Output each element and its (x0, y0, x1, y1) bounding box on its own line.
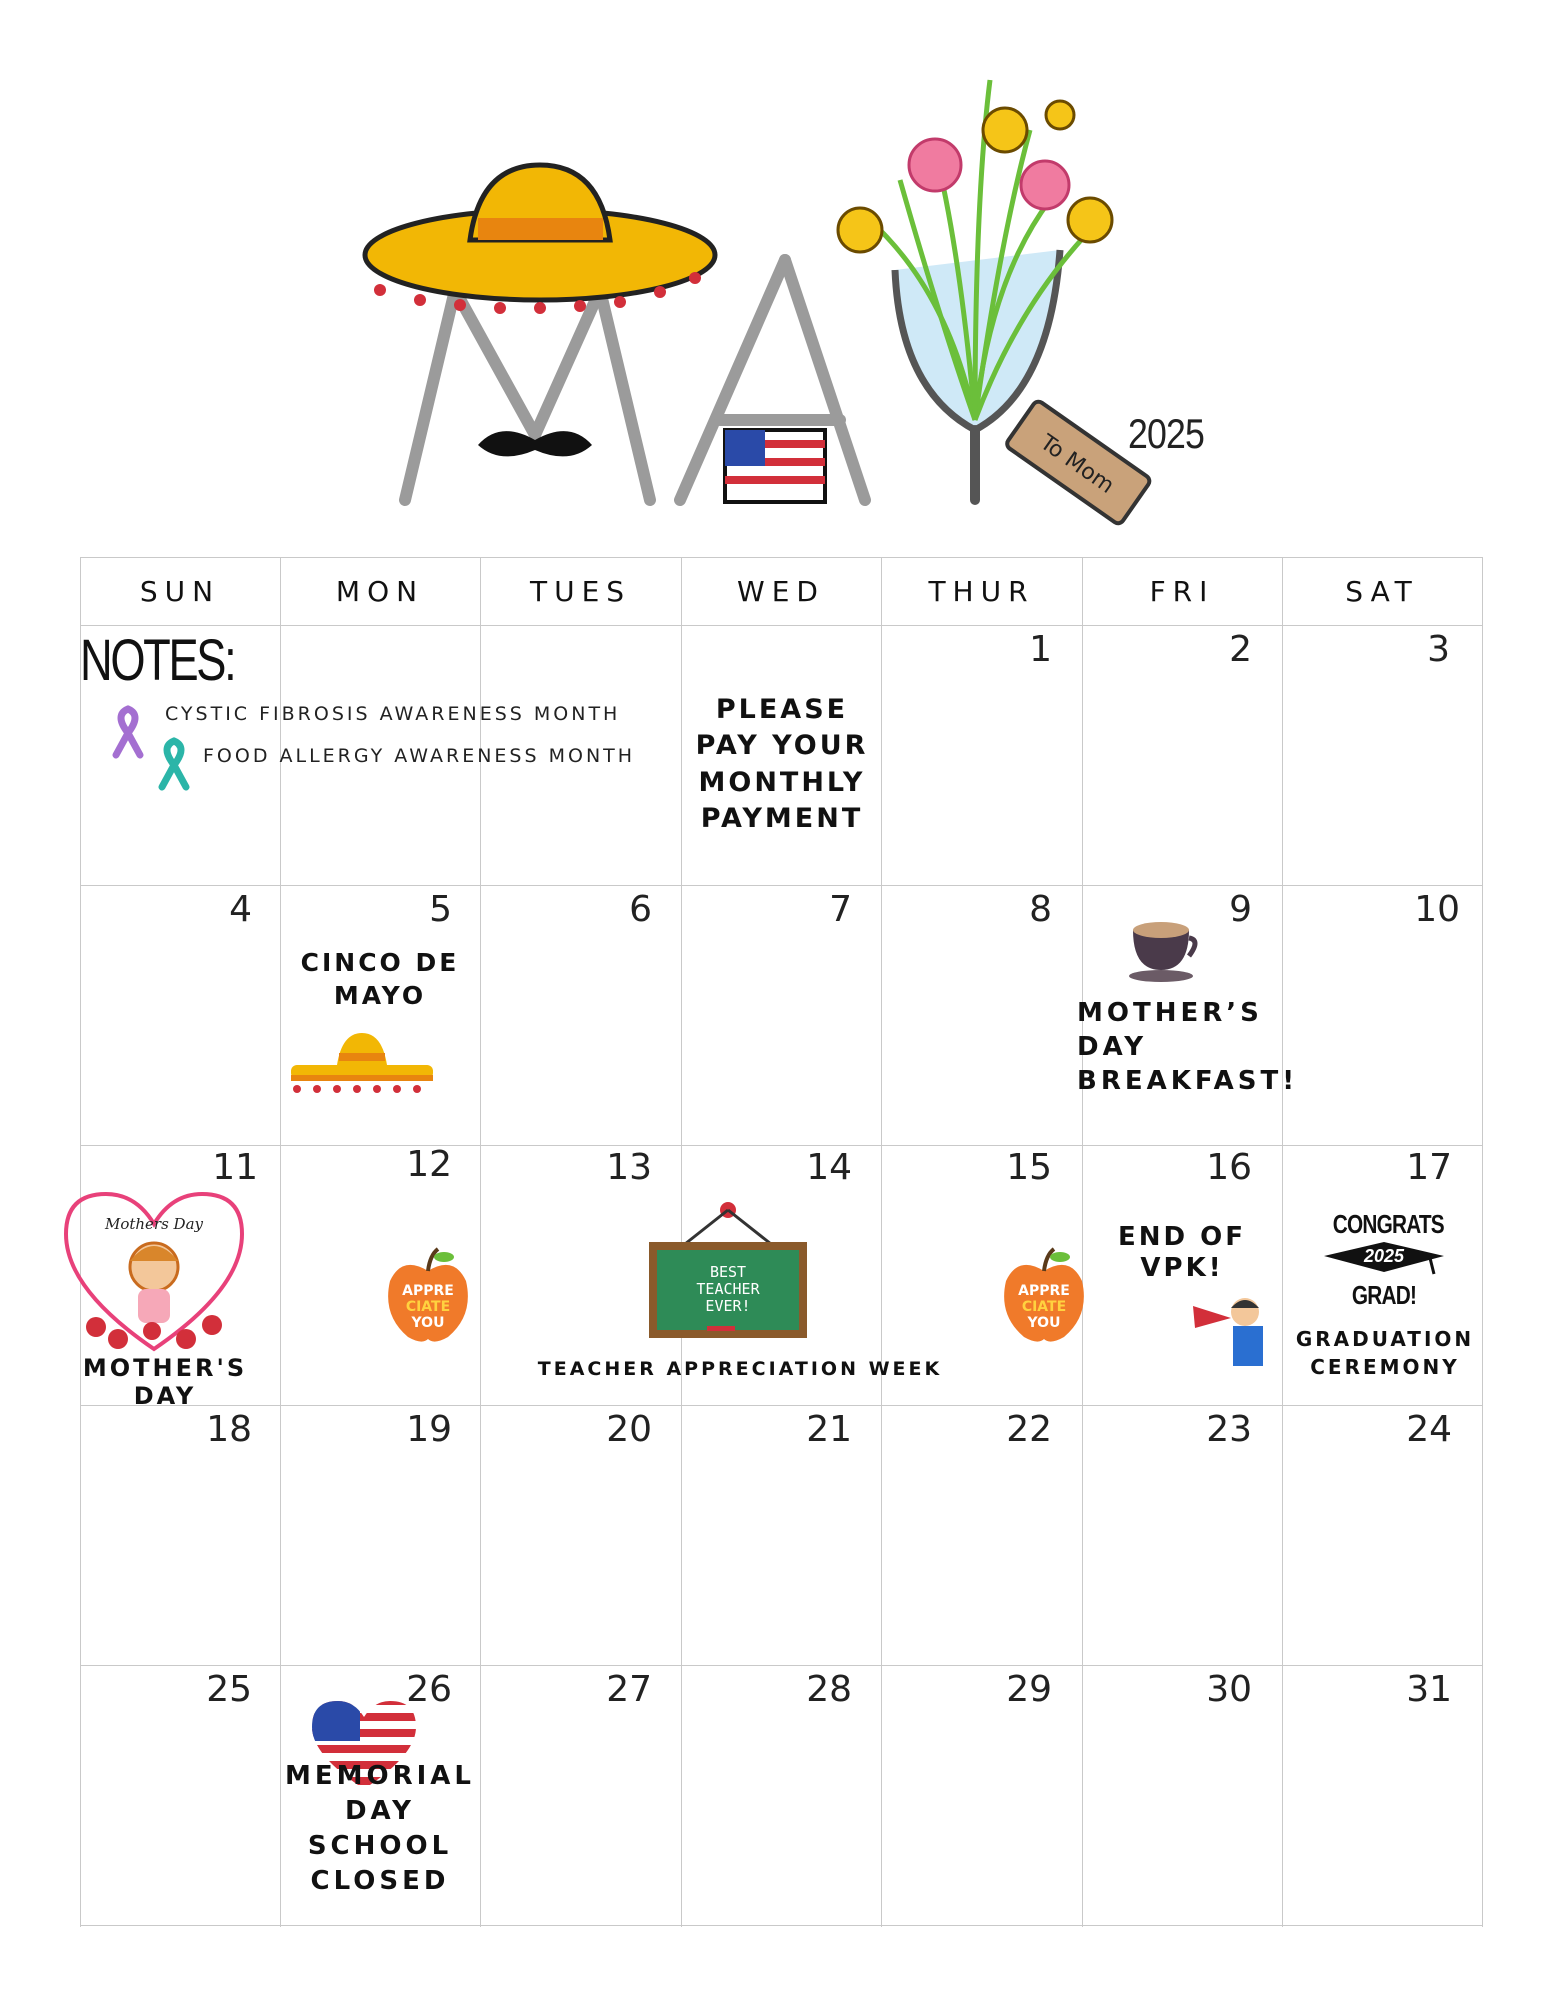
breakfast-line-2: DAY (1077, 1031, 1148, 1062)
day-25: 25 (206, 1669, 252, 1710)
day-16: 16 (1206, 1147, 1252, 1188)
weekday-wed: WED (737, 574, 825, 608)
cinco-line-2: MAYO (333, 980, 427, 1010)
sombrero-icon (365, 165, 715, 314)
note-food-allergy: FOOD ALLERGY AWARENESS MONTH (203, 745, 636, 767)
coffee-cup-icon (1125, 912, 1205, 984)
payment-reminder (670, 692, 894, 838)
vpk-line-1: END OF (1117, 1222, 1247, 1252)
appreciate-apple-icon-2 (998, 1245, 1090, 1345)
letter-y-vase (838, 80, 1152, 526)
day-6: 6 (629, 889, 652, 930)
day-7: 7 (829, 889, 852, 930)
mothers-day-heart-icon (56, 1179, 252, 1359)
teal-ribbon-icon (156, 737, 192, 791)
day-8: 8 (1029, 889, 1052, 930)
purple-ribbon-icon (110, 705, 146, 759)
day-29: 29 (1006, 1669, 1052, 1710)
mothers-day-line-2: DAY (133, 1381, 197, 1410)
payment-line-2: PAY YOUR (695, 730, 869, 762)
appreciate-apple-icon (382, 1245, 474, 1345)
day-5: 5 (429, 889, 452, 930)
notes-title: NOTES: (80, 628, 235, 693)
day-15: 15 (1006, 1147, 1052, 1188)
chalk-line-2: TEACHER (696, 1280, 760, 1298)
mothers-day-breakfast-event (1077, 997, 1299, 1098)
day-3: 3 (1427, 629, 1450, 670)
day-21: 21 (806, 1409, 852, 1450)
day-12: 12 (406, 1144, 452, 1185)
day-11: 11 (212, 1147, 258, 1188)
memorial-line-3: SCHOOL (307, 1831, 453, 1862)
cinco-de-mayo-event (280, 947, 480, 1012)
apple-line-1: APPRE (402, 1283, 454, 1299)
congrats-text: CONGRATS (1332, 1209, 1444, 1239)
day-19: 19 (406, 1409, 452, 1450)
day-24: 24 (1406, 1409, 1452, 1450)
day-31: 31 (1406, 1669, 1452, 1710)
congrats-grad-graphic (1320, 1209, 1448, 1311)
apple2-line-2: CIATE (1021, 1299, 1067, 1315)
breakfast-line-3: BREAKFAST! (1077, 1065, 1299, 1096)
letter-m (405, 290, 650, 500)
weekday-sat: SAT (1345, 574, 1419, 608)
memorial-day-event (260, 1759, 500, 1899)
note-cystic-fibrosis: CYSTIC FIBROSIS AWARENESS MONTH (165, 703, 621, 725)
grad-text: GRAD! (1351, 1280, 1417, 1310)
heart-caption: Mothers Day (104, 1215, 204, 1233)
day-23: 23 (1206, 1409, 1252, 1450)
tag-text: To Mom (1035, 430, 1119, 499)
weekday-tue: TUES (529, 574, 632, 608)
apple2-line-3: YOU (1027, 1315, 1061, 1331)
year-label: 2025 (1128, 410, 1205, 457)
day-2: 2 (1229, 629, 1252, 670)
end-of-vpk-event (1082, 1222, 1282, 1284)
day-20: 20 (606, 1409, 652, 1450)
graduation-line-1: GRADUATION (1295, 1327, 1475, 1351)
day-26: 26 (406, 1669, 452, 1710)
payment-line-3: MONTHLY (698, 766, 866, 798)
vpk-line-2: VPK! (1140, 1253, 1224, 1284)
day-28: 28 (806, 1669, 852, 1710)
may-title-artwork (0, 0, 1545, 560)
memorial-line-2: DAY (344, 1796, 416, 1827)
day-10: 10 (1414, 889, 1460, 930)
teacher-appreciation-week-event: TEACHER APPRECIATION WEEK (537, 1358, 943, 1380)
chalk-line-3: EVER! (705, 1297, 751, 1315)
day-13: 13 (606, 1147, 652, 1188)
weekday-sun: SUN (139, 574, 221, 608)
weekday-mon: MON (335, 574, 425, 608)
cap-year: 2025 (1363, 1246, 1405, 1266)
flag-icon (725, 430, 825, 502)
day-4: 4 (229, 889, 252, 930)
weekday-thu: THUR (928, 574, 1035, 608)
chalk-line-1: BEST (709, 1263, 747, 1281)
day-18: 18 (206, 1409, 252, 1450)
day-9: 9 (1229, 889, 1252, 930)
graduation-ceremony-event (1290, 1325, 1480, 1381)
breakfast-line-1: MOTHER’S (1077, 998, 1263, 1028)
memorial-line-4: CLOSED (310, 1866, 450, 1897)
day-1: 1 (1029, 629, 1052, 670)
day-17: 17 (1406, 1147, 1452, 1188)
memorial-line-1: MEMORIAL (285, 1761, 475, 1791)
party-horn-kid-icon (1185, 1292, 1285, 1372)
calendar-grid (80, 557, 1483, 1927)
sombrero-small-icon (287, 1027, 437, 1099)
weekday-fri: FRI (1149, 574, 1215, 608)
payment-line-4: PAYMENT (700, 803, 864, 835)
payment-line-1: PLEASE (715, 694, 849, 725)
day-30: 30 (1206, 1669, 1252, 1710)
day-22: 22 (1006, 1409, 1052, 1450)
graduation-line-2: CEREMONY (1310, 1355, 1460, 1379)
mothers-day-event (80, 1355, 250, 1410)
day-14: 14 (806, 1147, 852, 1188)
apple-line-2: CIATE (405, 1299, 451, 1315)
mothers-day-line-1: MOTHER'S (82, 1354, 248, 1382)
apple-line-3: YOU (411, 1315, 445, 1331)
apple2-line-1: APPRE (1018, 1283, 1070, 1299)
cinco-line-1: CINCO DE (300, 948, 460, 977)
day-27: 27 (606, 1669, 652, 1710)
chalkboard-icon (645, 1200, 811, 1342)
